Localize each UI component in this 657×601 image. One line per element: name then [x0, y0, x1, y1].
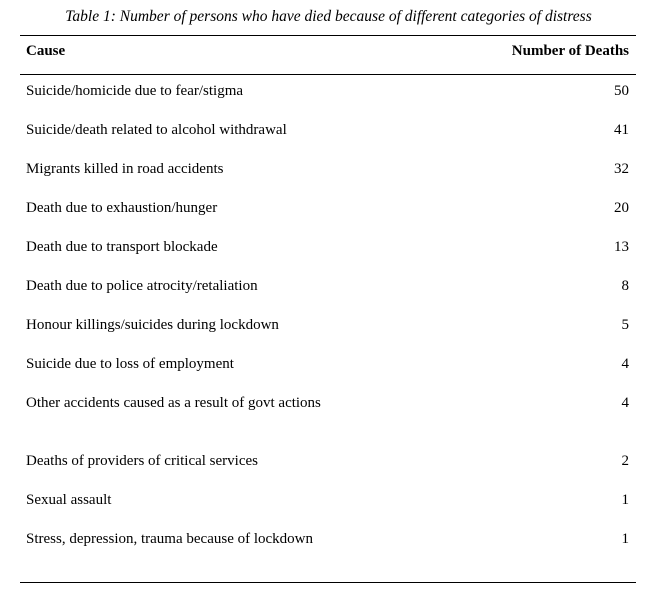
- cell-cause: Deaths of providers of critical services: [26, 453, 258, 469]
- cell-number-of-deaths: 32: [614, 161, 629, 177]
- cell-number-of-deaths: 5: [621, 317, 629, 333]
- cell-number-of-deaths: 2: [621, 453, 629, 469]
- table-bottom-rule: [20, 582, 636, 583]
- cell-cause: Migrants killed in road accidents: [26, 161, 224, 177]
- column-header-number-of-deaths: Number of Deaths: [511, 43, 629, 59]
- cell-cause: Suicide/death related to alcohol withdrawal: [26, 122, 287, 138]
- cell-number-of-deaths: 8: [621, 278, 629, 294]
- cell-number-of-deaths: 50: [614, 83, 629, 99]
- column-header-cause: Cause: [26, 43, 66, 59]
- table-caption: Table 1: Number of persons who have died because of different categories of distress: [65, 8, 592, 25]
- cell-cause: Death due to exhaustion/hunger: [26, 200, 218, 216]
- cell-number-of-deaths: 20: [614, 200, 629, 216]
- cell-cause: Stress, depression, trauma because of lockdown: [26, 531, 314, 547]
- cell-cause: Death due to police atrocity/retaliation: [26, 278, 258, 294]
- cell-cause: Sexual assault: [26, 492, 112, 508]
- cell-cause: Death due to transport blockade: [26, 239, 218, 255]
- cell-cause: Suicide/homicide due to fear/stigma: [26, 83, 244, 99]
- table-top-rule: [20, 35, 636, 36]
- cell-number-of-deaths: 13: [614, 239, 629, 255]
- cell-number-of-deaths: 4: [621, 356, 629, 372]
- table-header-rule: [20, 74, 636, 75]
- cell-number-of-deaths: 1: [621, 492, 629, 508]
- cell-number-of-deaths: 41: [614, 122, 629, 138]
- cell-cause: Other accidents caused as a result of govt actions: [26, 395, 321, 411]
- cell-cause: Suicide due to loss of employment: [26, 356, 234, 372]
- cell-number-of-deaths: 4: [621, 395, 629, 411]
- cell-number-of-deaths: 1: [621, 531, 629, 547]
- cell-cause: Honour killings/suicides during lockdown: [26, 317, 279, 333]
